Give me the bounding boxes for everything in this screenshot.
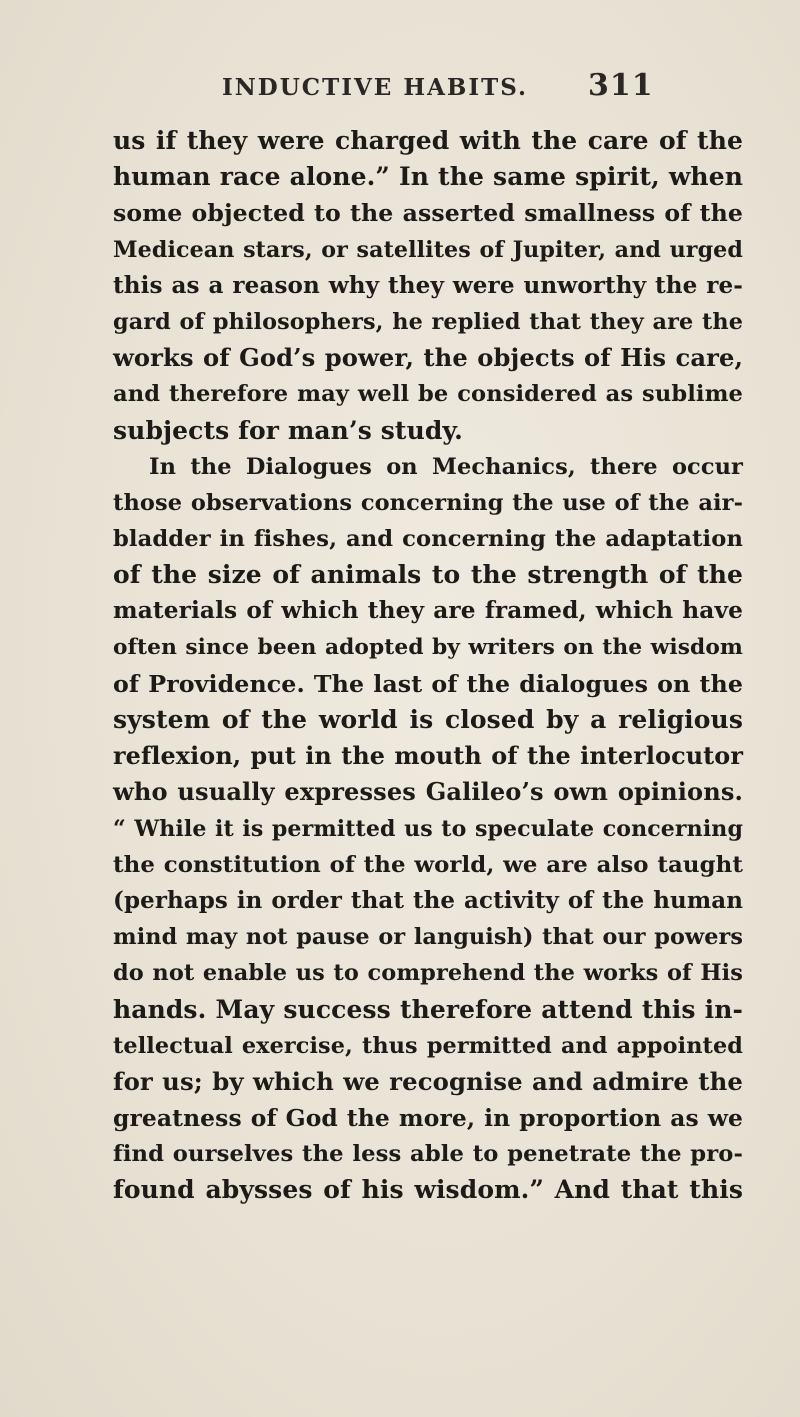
text-line-12: bladder in fishes, and concerning the adaptation bbox=[113, 526, 743, 553]
text-line-22: (perhaps in order that the activity of the human bbox=[113, 886, 743, 914]
text-line-20: “ While it is permitted us to speculate concerning bbox=[113, 815, 743, 842]
body-text bbox=[113, 123, 743, 1209]
text-line-13: of the size of animals to the strength of the bbox=[113, 560, 743, 590]
text-line-26: tellectual exercise, thus permitted and appointed bbox=[113, 1032, 743, 1059]
text-line-1: us if they were charged with the care of the bbox=[113, 126, 743, 155]
running-head bbox=[0, 68, 800, 114]
text-line-2: human race alone.” In the same spirit, when bbox=[113, 162, 743, 192]
text-line-23: mind may not pause or languish) that our powers bbox=[113, 924, 743, 951]
text-line-18: reflexion, put in the mouth of the interlocutor bbox=[113, 742, 743, 771]
text-line-30: found abysses of his wisdom.” And that this bbox=[113, 1175, 743, 1205]
text-line-7: works of God’s power, the objects of His care, bbox=[113, 343, 743, 373]
text-line-14: materials of which they are framed, which have bbox=[113, 597, 743, 625]
text-line-6: gard of philosophers, he replied that they are the bbox=[113, 308, 743, 335]
text-line-19: who usually expresses Galileo’s own opinions. bbox=[113, 777, 743, 807]
text-line-10: In the Dialogues on Mechanics, there occur bbox=[149, 453, 743, 480]
text-line-4: Medicean stars, or satellites of Jupiter, and urged bbox=[113, 236, 743, 263]
text-line-9: subjects for man’s study. bbox=[113, 415, 463, 445]
text-line-25: hands. May success therefore attend this in- bbox=[113, 994, 743, 1024]
text-line-11: those observations concerning the use of the air- bbox=[113, 489, 743, 516]
text-line-5: this as a reason why they were unworthy the re- bbox=[113, 271, 743, 299]
text-line-3: some objected to the asserted smallness of the bbox=[113, 199, 743, 228]
text-line-17: system of the world is closed by a religious bbox=[113, 705, 743, 734]
text-line-8: and therefore may well be considered as sublime bbox=[113, 381, 743, 408]
text-line-15: often since been adopted by writers on the wisdom bbox=[113, 634, 743, 660]
text-line-16: of Providence. The last of the dialogues on the bbox=[113, 669, 743, 698]
text-line-29: find ourselves the less able to penetrate the pro- bbox=[113, 1141, 743, 1168]
text-line-28: greatness of God the more, in proportion as we bbox=[113, 1104, 743, 1133]
text-line-21: the constitution of the world, we are also taught bbox=[113, 851, 743, 878]
running-title: INDUCTIVE HABITS. bbox=[222, 74, 529, 101]
text-line-24: do not enable us to comprehend the works of His bbox=[113, 960, 743, 987]
text-line-27: for us; by which we recognise and admire the bbox=[113, 1066, 743, 1096]
page-number: 311 bbox=[588, 68, 654, 103]
